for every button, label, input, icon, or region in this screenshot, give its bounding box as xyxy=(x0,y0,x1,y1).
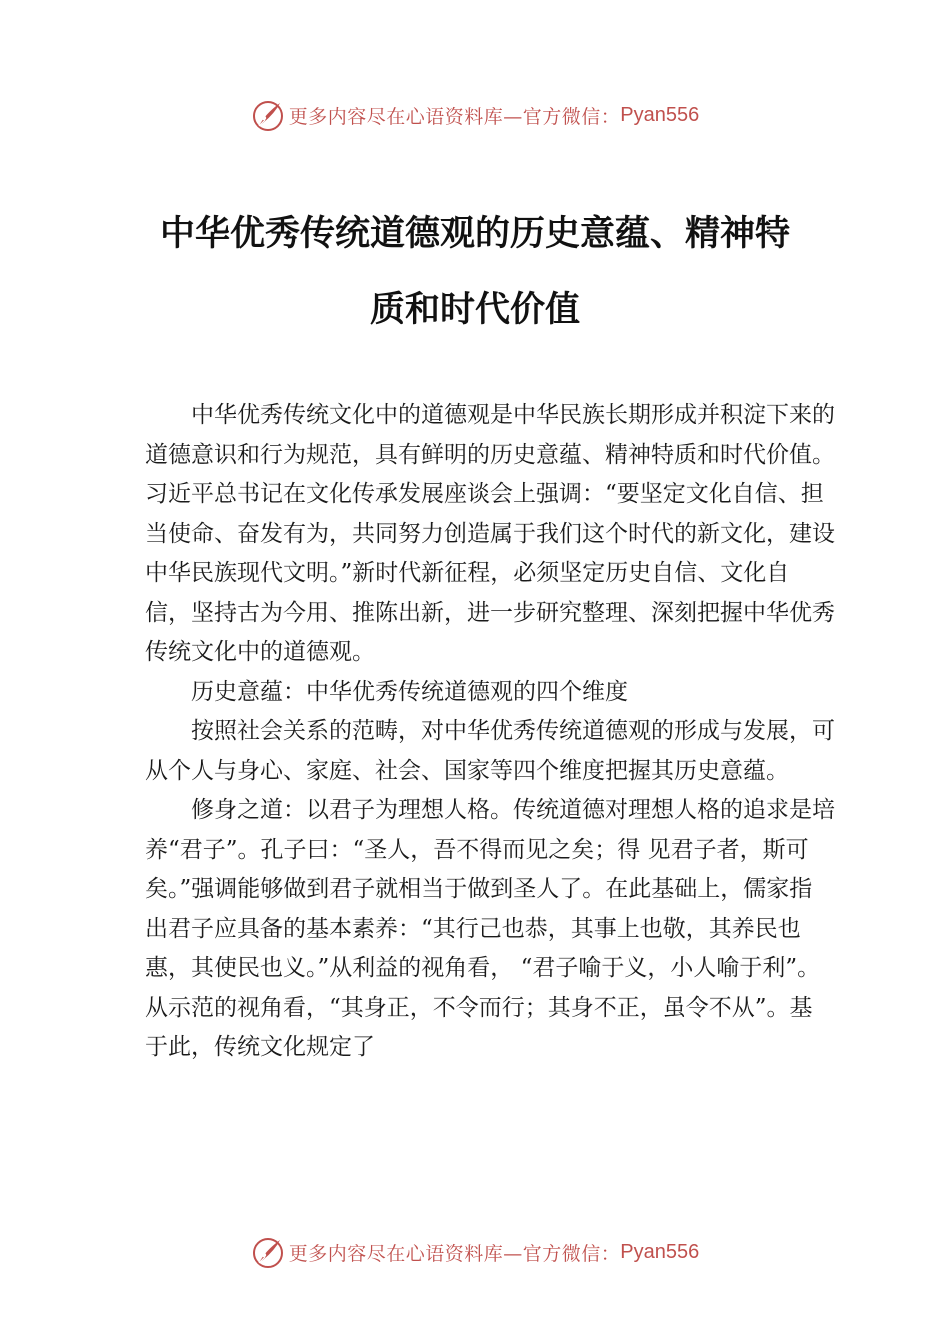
paragraph-self-cultivation: 修身之道：以君子为理想人格。传统道德对理想人格的追求是培养“君子”。孔子曰：“圣人，吾不得而见之矣；得 见君子者，斯可矣。”强调能够做到君子就相当于做到圣人了。在此基础上，儒家指出君子应具备的基本素养：“其行己也恭，其事上也敬，其养民也惠，其使民也义。”从利益的视角看， “君子喻于义，小人喻于利”。从示范的视角看，“其身正，不令而行；其身不正，虽令不从”。基于此，传统文化规定了 xyxy=(145,797,835,1060)
quill-pen-logo-icon xyxy=(251,1235,285,1269)
footer-wechat-id: Pyan556 xyxy=(620,1240,700,1263)
paragraph-dimensions: 按照社会关系的范畴，对中华优秀传统道德观的形成与发展，可从个人与身心、家庭、社会、国家等四个维度把握其历史意蕴。 xyxy=(145,718,835,784)
document-body xyxy=(145,396,835,1068)
title-line-1: 中华优秀传统道德观的历史意蕴、精神特 xyxy=(159,213,790,254)
footer-banner xyxy=(0,1232,950,1272)
footer-banner-text: 更多内容尽在心语资料库—官方微信： xyxy=(288,1242,621,1265)
header-banner xyxy=(0,95,950,135)
document-title xyxy=(0,196,950,348)
header-banner-text: 更多内容尽在心语资料库—官方微信： xyxy=(288,105,621,128)
header-wechat-id: Pyan556 xyxy=(620,103,700,126)
title-line-2: 质和时代价值 xyxy=(369,289,580,330)
section-heading: 历史意蕴：中华优秀传统道德观的四个维度 xyxy=(191,678,628,705)
paragraph-intro: 中华优秀传统文化中的道德观是中华民族长期形成并积淀下来的道德意识和行为规范，具有鲜明的历史意蕴、精神特质和时代价值。习近平总书记在文化传承发展座谈会上强调：“要坚定文化自信、担当使命、奋发有为，共同努力创造属于我们这个时代的新文化，建设中华民族现代文明。”新时代新征程，必须坚定历史自信、文化自信，坚持古为今用、推陈出新，进一步研究整理、深刻把握中华优秀传统文化中的道德观。 xyxy=(145,402,835,665)
quill-pen-logo-icon xyxy=(251,98,285,132)
